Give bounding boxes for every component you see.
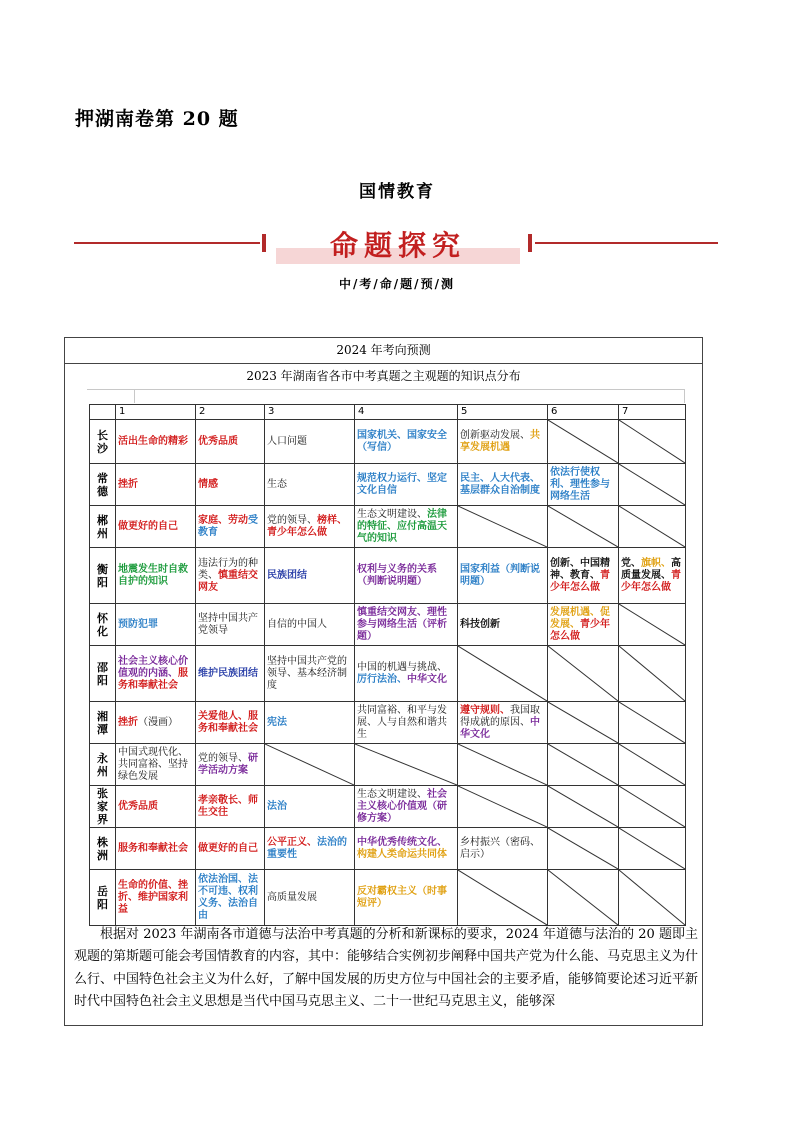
knowledge-point: 服务和奉献社会 [118,842,188,854]
knowledge-point: 宪法 [267,716,287,728]
knowledge-cell [116,464,196,506]
column-header: 3 [265,405,355,420]
knowledge-cell [265,604,355,646]
table-row [90,702,686,744]
knowledge-cell [458,464,548,506]
knowledge-point: 社会主义核心价值观的内涵、 [118,655,188,679]
knowledge-point: 权利与义务的关系（判断说明题） [357,563,437,587]
knowledge-point: 旗帜、 [641,557,671,569]
empty-cell-slash [619,604,686,646]
knowledge-point: 挫折 [118,716,138,728]
knowledge-point: 青少年怎么做 [550,569,610,593]
knowledge-point: 我国取得成就的原因、 [460,704,540,728]
knowledge-cell [116,604,196,646]
frame-heading: 2024 年考向预测 [65,338,702,364]
empty-cell-slash [548,870,619,926]
banner-line-left [74,242,260,244]
knowledge-point: 依法行使权利、理性参与网络生活 [550,466,610,502]
knowledge-point: 高质量发展 [267,891,317,903]
city-cell: 郴州 [90,506,116,548]
empty-cell-slash [619,464,686,506]
empty-cell-slash [458,870,548,926]
knowledge-cell [265,646,355,702]
banner-tick-right [528,234,532,252]
city-cell: 岳阳 [90,870,116,926]
table-row [90,420,686,464]
knowledge-cell [116,786,196,828]
knowledge-point: 中华文化 [460,716,540,740]
city-cell: 衡阳 [90,548,116,604]
diagonal-slash [548,828,618,869]
knowledge-cell [265,828,355,870]
diagonal-slash [548,702,618,743]
knowledge-point: 社会主义核心价值观（研修方案） [357,788,447,824]
diagonal-slash [548,870,618,925]
knowledge-point: 科技创新 [460,618,500,630]
knowledge-table [89,404,686,926]
page-title: 押湖南卷第 20 题 [75,108,239,130]
knowledge-cell [355,828,458,870]
diagonal-slash [619,420,685,463]
table-row [90,744,686,786]
knowledge-point: 服务和奉献社会 [118,667,188,691]
knowledge-point: 生态 [267,478,287,490]
analysis-paragraph: 根据对 2023 年湖南各市道德与法治中考真题的分析和新课标的要求，2024 年道德与法治的 20 题即主观题的第斯题可能会考国情教育的内容，其中：能够结合实例初步阐释中国共产党为什么能、马克思主义为什么行、中国特色社会主义为什么好，了解中国发展的历史方位与中国社会的主要矛盾，能够简要论述习近平新时代中国特色社会主义思想是当代中国马克思主义、二十一世纪马克思主义，能够深 [74,927,699,1009]
knowledge-cell [116,744,196,786]
knowledge-cell [458,420,548,464]
knowledge-point: 法治的重要性 [267,836,347,860]
banner [276,222,520,264]
city-cell: 常德 [90,464,116,506]
city-cell: 长沙 [90,420,116,464]
knowledge-point: 生态文明建设、 [357,788,427,800]
empty-cell-slash [548,702,619,744]
diagonal-slash [619,744,685,785]
knowledge-point: 共享发展机遇 [460,429,540,453]
diagonal-slash [265,744,354,785]
knowledge-point: 生态文明建设、 [357,508,427,520]
city-cell: 永州 [90,744,116,786]
empty-cell-slash [619,744,686,786]
knowledge-cell [355,548,458,604]
column-header [90,405,116,420]
knowledge-point: 构建人类命运共同体 [357,848,447,860]
empty-cell-slash [548,420,619,464]
city-cell: 邵阳 [90,646,116,702]
faint-rule [684,389,685,403]
empty-cell-slash [355,744,458,786]
table-row [90,464,686,506]
knowledge-point: 规范权力运行、坚定文化自信 [357,472,447,496]
knowledge-point: 情感 [198,478,218,490]
table-row [90,548,686,604]
table-row [90,604,686,646]
knowledge-point: 中国式现代化、共同富裕、坚持绿色发展 [118,746,188,782]
knowledge-cell [458,604,548,646]
knowledge-point: 党、 [621,557,641,569]
knowledge-point: 挫折 [118,478,138,490]
diagonal-slash [619,604,685,645]
diagonal-slash [619,828,685,869]
table-header-row [90,405,686,420]
banner-text: 命题探究 [329,229,466,262]
knowledge-point: 坚持中国共产党领导 [198,612,258,636]
knowledge-cell [265,548,355,604]
knowledge-point: 中华文化 [407,673,447,685]
knowledge-cell [116,702,196,744]
knowledge-cell [458,828,548,870]
knowledge-point: 中华优秀传统文化、 [357,836,447,848]
knowledge-cell [619,548,686,604]
knowledge-cell [265,786,355,828]
column-header: 4 [355,405,458,420]
empty-cell-slash [548,786,619,828]
knowledge-cell [196,420,265,464]
knowledge-cell [116,870,196,926]
knowledge-cell [116,548,196,604]
knowledge-cell [116,506,196,548]
diagonal-slash [458,744,547,785]
knowledge-point: 关爱他人、服务和奉献社会 [198,710,258,734]
knowledge-point: 地震发生时自救自护的知识 [118,563,188,587]
knowledge-point: 遵守规则、 [460,704,510,716]
knowledge-cell [196,786,265,828]
diagonal-slash [548,786,618,827]
knowledge-point: 国家利益（判断说明题） [460,563,540,587]
knowledge-point: 研学活动方案 [198,752,258,776]
empty-cell-slash [548,506,619,548]
diagonal-slash [619,786,685,827]
knowledge-cell [548,464,619,506]
table-row [90,870,686,926]
knowledge-cell [265,870,355,926]
empty-cell-slash [265,744,355,786]
city-cell: 张家界 [90,786,116,828]
knowledge-cell [196,870,265,926]
knowledge-cell [355,420,458,464]
knowledge-point: 乡村振兴（密码、启示） [460,836,540,860]
table-row [90,786,686,828]
table-row [90,828,686,870]
knowledge-point: 厉行法治、 [357,673,407,685]
knowledge-cell [355,702,458,744]
knowledge-cell [116,828,196,870]
knowledge-cell [458,702,548,744]
diagonal-slash [619,702,685,743]
knowledge-point: 坚持中国共产党的领导、基本经济制度 [267,655,347,691]
knowledge-cell [265,506,355,548]
empty-cell-slash [619,828,686,870]
knowledge-point: 高质量发展、 [621,557,681,581]
knowledge-point: 中国的机遇与挑战、 [357,661,447,673]
banner-subtitle: 中/考/命/题/预/测 [339,277,455,291]
empty-cell-slash [458,744,548,786]
section-title: 国情教育 [359,182,435,202]
faint-rule [87,389,685,390]
diagonal-slash [619,646,685,701]
empty-cell-slash [619,786,686,828]
knowledge-point: 维护民族团结 [198,667,258,679]
knowledge-point: 青少年怎么做 [550,618,610,642]
knowledge-point: 青少年怎么做 [621,569,681,593]
knowledge-cell [355,870,458,926]
empty-cell-slash [619,646,686,702]
knowledge-cell [196,464,265,506]
diagonal-slash [619,464,685,505]
knowledge-cell [196,548,265,604]
knowledge-point: 法治 [267,800,287,812]
knowledge-cell [196,506,265,548]
knowledge-point: 榜样、 [317,514,347,526]
city-cell: 湘潭 [90,702,116,744]
knowledge-cell [265,420,355,464]
table-row [90,506,686,548]
knowledge-cell [265,702,355,744]
knowledge-cell [458,548,548,604]
knowledge-cell [196,604,265,646]
knowledge-point: 国家机关、国家安全（写信） [357,429,447,453]
knowledge-point: 共同富裕、和平与发展、人与自然和谐共生 [357,704,447,740]
empty-cell-slash [548,744,619,786]
diagonal-slash [548,420,618,463]
diagonal-slash [548,744,618,785]
knowledge-point: 慎重结交网友、理性参与网络生活（评析题） [357,606,447,642]
column-header: 5 [458,405,548,420]
knowledge-point: 优秀品质 [198,435,238,447]
knowledge-point: 做更好的自己 [118,520,178,532]
knowledge-point: 青少年怎么做 [267,526,327,538]
knowledge-cell [355,604,458,646]
knowledge-cell [355,506,458,548]
knowledge-point: 预防犯罪 [118,618,158,630]
column-header: 6 [548,405,619,420]
empty-cell-slash [458,506,548,548]
column-header: 2 [196,405,265,420]
knowledge-point: 法律的特征、应付高温天气的知识 [357,508,447,544]
knowledge-point: 创新驱动发展、 [460,429,530,441]
knowledge-cell [548,548,619,604]
empty-cell-slash [458,646,548,702]
empty-cell-slash [548,646,619,702]
knowledge-point: 受教育 [198,514,258,538]
knowledge-point: 做更好的自己 [198,842,258,854]
column-header: 1 [116,405,196,420]
faint-rule [134,389,135,403]
empty-cell-slash [619,506,686,548]
empty-cell-slash [458,786,548,828]
knowledge-point: 民主、人大代表、基层群众自治制度 [460,472,540,496]
city-cell: 株洲 [90,828,116,870]
knowledge-point: 活出生命的精彩 [118,435,188,447]
knowledge-cell [116,646,196,702]
knowledge-point: 党的领导、 [198,752,248,764]
knowledge-cell [355,464,458,506]
knowledge-point: 违法行为的种类、 [198,557,258,581]
knowledge-point: 公平正义、 [267,836,317,848]
knowledge-point: 党的领导、 [267,514,317,526]
knowledge-point: 自信的中国人 [267,618,327,630]
knowledge-cell [196,744,265,786]
diagonal-slash [458,646,547,701]
knowledge-point: 慎重结交网友 [198,569,258,593]
knowledge-cell [355,646,458,702]
empty-cell-slash [548,828,619,870]
knowledge-point: 创新、中国精神、教育、 [550,557,610,581]
empty-cell-slash [619,420,686,464]
table-caption: 2023 年湖南省各市中考真题之主观题的知识点分布 [246,369,521,383]
knowledge-point: 优秀品质 [118,800,158,812]
diagonal-slash [548,506,618,547]
knowledge-point: 人口问题 [267,435,307,447]
knowledge-cell [196,646,265,702]
knowledge-point: 发展机遇、促发展、 [550,606,610,630]
knowledge-point: 依法治国、法不可违、权利义务、法治自由 [198,873,258,921]
diagonal-slash [458,870,547,925]
knowledge-cell [196,828,265,870]
knowledge-point: 孝亲敬长、师生交往 [198,794,258,818]
knowledge-cell [355,786,458,828]
knowledge-point: （漫画） [138,716,178,728]
empty-cell-slash [619,870,686,926]
knowledge-cell [196,702,265,744]
diagonal-slash [548,646,618,701]
knowledge-cell [265,464,355,506]
diagonal-slash [619,870,685,925]
knowledge-cell [116,420,196,464]
diagonal-slash [355,744,457,785]
banner-tick-left [262,234,266,252]
knowledge-point: 生命的价值、挫折、维护国家利益 [118,879,188,915]
column-header: 7 [619,405,686,420]
empty-cell-slash [619,702,686,744]
knowledge-point: 家庭、劳动 [198,514,248,526]
banner-line-right [535,242,718,244]
diagonal-slash [458,506,547,547]
diagonal-slash [619,506,685,547]
knowledge-point: 民族团结 [267,569,307,581]
diagonal-slash [458,786,547,827]
knowledge-cell [548,604,619,646]
knowledge-point: 反对霸权主义（时事短评） [357,885,447,909]
table-row [90,646,686,702]
city-cell: 怀化 [90,604,116,646]
